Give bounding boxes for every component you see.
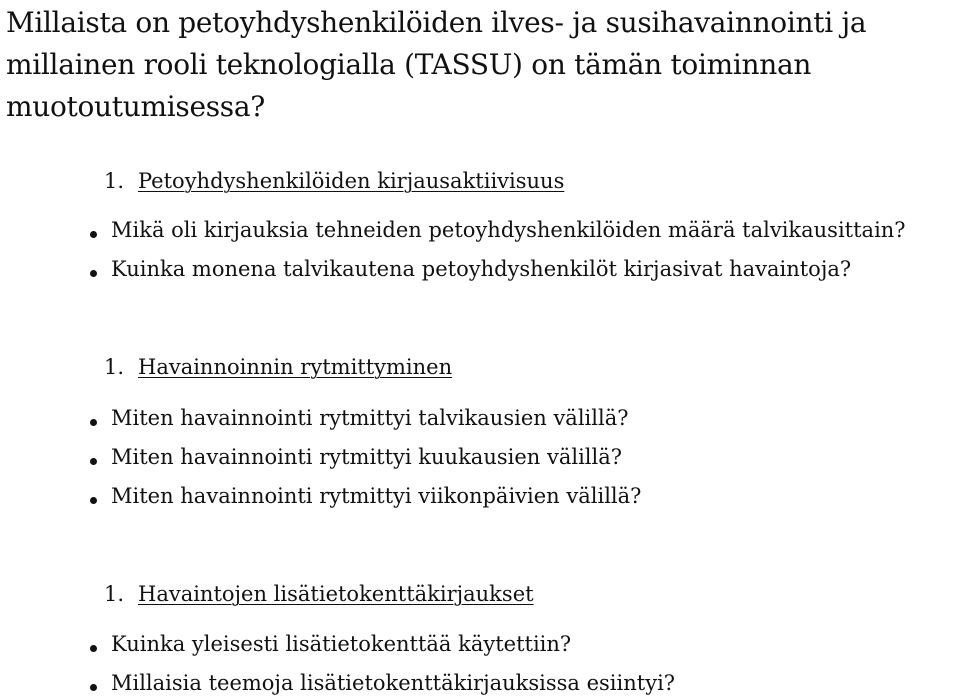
section-heading-text: Havainnoinnin rytmittyminen (138, 355, 453, 379)
list-item-text: Miten havainnointi rytmittyi talvikausien välillä? (111, 406, 629, 430)
bullet-icon (90, 684, 97, 691)
list-item-text: Kuinka monena talvikautena petoyhdyshenkilöt kirjasivat havaintoja? (111, 257, 852, 281)
page-title: Millaista on petoyhdyshenkilöiden ilves- ja susihavainnointi ja millainen rooli teknologialla (TASSU) on tämän toiminnan muotoutumisessa? (6, 6, 867, 123)
bullet-icon (90, 270, 97, 277)
section-heading (104, 166, 564, 196)
bullet-icon (90, 231, 97, 238)
list-item (90, 481, 641, 511)
list-item-text: Millaisia teemoja lisätietokenttäkirjauksissa esiintyi? (111, 671, 676, 695)
list-item-text: Miten havainnointi rytmittyi viikonpäivien välillä? (111, 484, 642, 508)
list-item-text: Miten havainnointi rytmittyi kuukausien välillä? (111, 445, 622, 469)
bullet-icon (90, 458, 97, 465)
list-item-text: Mikä oli kirjauksia tehneiden petoyhdyshenkilöiden määrä talvikausittain? (111, 218, 906, 242)
section-heading (104, 352, 452, 382)
list-item (90, 668, 675, 698)
list-item (90, 254, 851, 284)
list-item (90, 442, 622, 472)
list-item (90, 215, 906, 245)
section-heading-text: Havaintojen lisätietokenttäkirjaukset (138, 582, 534, 606)
bullet-icon (90, 497, 97, 504)
list-item (90, 403, 628, 433)
list-item-text: Kuinka yleisesti lisätietokenttää käytettiin? (111, 632, 572, 656)
bullet-icon (90, 645, 97, 652)
section-number: 1. (104, 355, 125, 379)
section-number: 1. (104, 582, 125, 606)
bullet-icon (90, 419, 97, 426)
section-heading (104, 579, 534, 609)
section-heading-text: Petoyhdyshenkilöiden kirjausaktiivisuus (138, 169, 565, 193)
list-item (90, 629, 571, 659)
section-number: 1. (104, 169, 125, 193)
